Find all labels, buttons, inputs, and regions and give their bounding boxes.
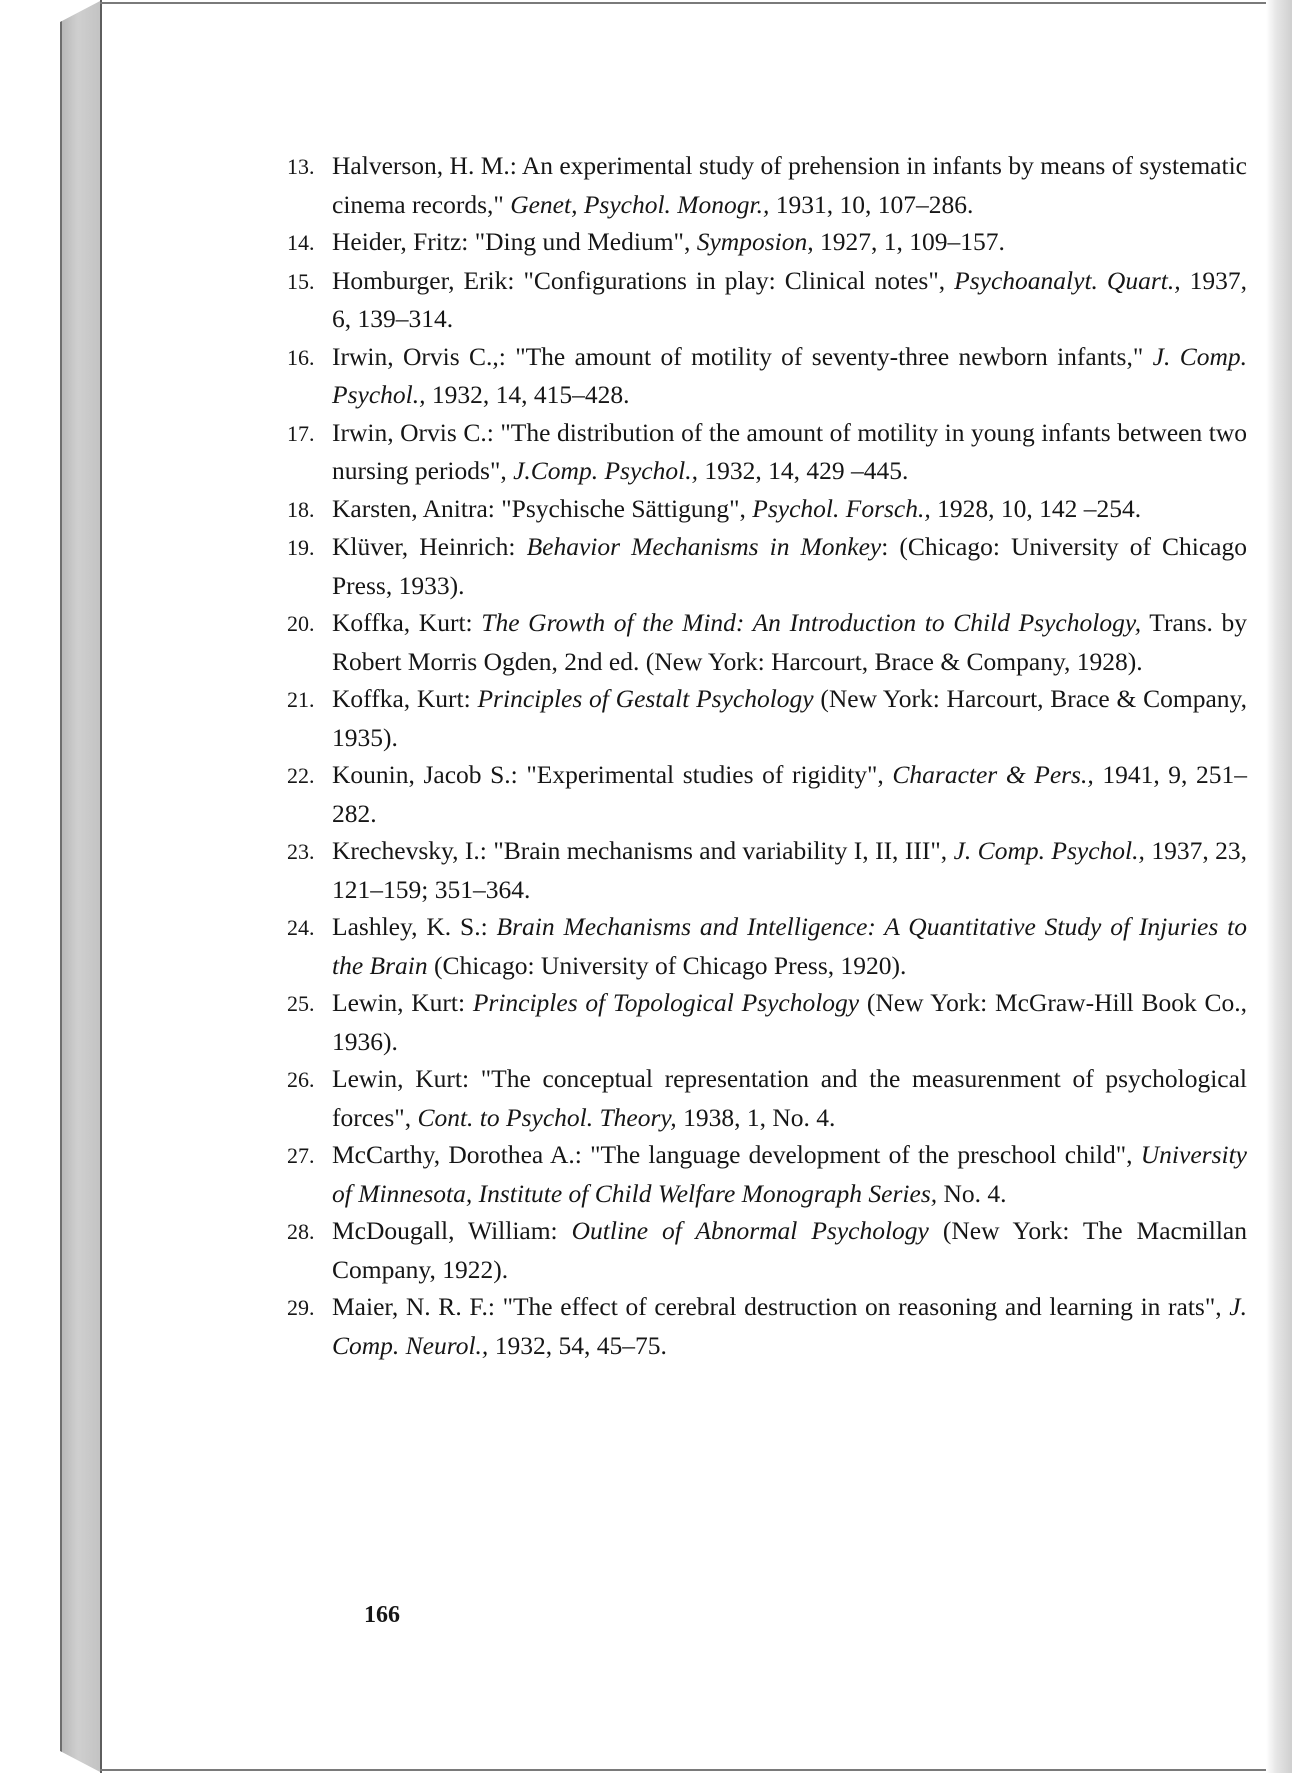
reference-text: 1937, 23, 121–159; 351–364.: [332, 836, 1248, 904]
reference-text: : (Chicago: University of Chicago Press, 1933).: [332, 532, 1248, 600]
reference-number: 13.: [287, 154, 315, 179]
reference-entry: [287, 1288, 1247, 1364]
reference-text: (New York: McGraw-Hill Book Co., 1936).: [332, 988, 1247, 1056]
reference-number: 17.: [287, 420, 315, 446]
reference-text: (New York: The Macmillan Company, 1922).: [332, 1216, 1248, 1284]
reference-entry: [287, 1212, 1247, 1288]
reference-entry: [287, 1060, 1247, 1136]
reference-source-title: University of Minnesota, Institute of Child Welfare Monograph Series,: [332, 1140, 1247, 1208]
reference-text: 1941, 9, 251–282.: [332, 760, 1247, 828]
book-spine: [60, 0, 102, 1773]
reference-text: Kounin, Jacob S.: "Experimental studies of rigidity",: [332, 760, 893, 789]
reference-text: Irwin, Orvis C.,: "The amount of motility of seventy-three newborn infants,": [332, 341, 1153, 371]
spine-edge-line: [100, 0, 102, 1773]
reference-source-title: J. Comp. Neurol.,: [332, 1292, 1247, 1360]
reference-text: 1932, 54, 45–75.: [488, 1330, 667, 1360]
reference-source-title: Character & Pers.,: [892, 760, 1094, 789]
reference-number: 14.: [287, 230, 315, 255]
reference-text: 1937, 6, 139–314.: [332, 265, 1248, 333]
reference-entry: [287, 832, 1247, 908]
reference-text: 1932, 14, 429 –445.: [697, 456, 909, 485]
page-right-shadow: [1266, 0, 1292, 1773]
reference-source-title: Brain Mechanisms and Intelligence: A Quantitative Study of Injuries to the Brain: [332, 912, 1247, 980]
reference-text: Irwin, Orvis C.: "The distribution of the amount of motility in young infants between two nursing periods",: [332, 417, 1247, 485]
reference-text: 1928, 10, 142 –254.: [930, 493, 1142, 523]
reference-text: 1927, 1, 109–157.: [813, 227, 1005, 256]
reference-number: 24.: [287, 915, 315, 940]
reference-text: 1931, 10, 107–286.: [769, 189, 974, 219]
reference-text: Maier, N. R. F.: "The effect of cerebral destruction on reasoning and learning in rats",: [332, 1292, 1230, 1321]
reference-source-title: Principles of Gestalt Psychology: [477, 684, 814, 713]
reference-source-title: Psychol. Forsch.,: [752, 493, 931, 523]
reference-text: (Chicago: University of Chicago Press, 1920).: [427, 950, 907, 980]
reference-text: Lashley, K. S.:: [332, 912, 497, 941]
reference-entry: [287, 262, 1247, 338]
reference-text: Heider, Fritz: "Ding und Medium",: [332, 227, 697, 256]
reference-entry: [287, 908, 1247, 984]
book-page: [102, 4, 1268, 1769]
reference-source-title: Genet, Psychol. Monogr.,: [510, 189, 770, 219]
reference-number: 23.: [287, 839, 315, 864]
reference-text: Koffka, Kurt:: [332, 608, 482, 637]
reference-text: Krechevsky, I.: "Brain mechanisms and variability I, II, III",: [332, 836, 954, 865]
reference-text: (New York: Harcourt, Brace & Company, 1935).: [332, 684, 1247, 752]
reference-source-title: Cont. to Psychol. Theory,: [417, 1102, 677, 1132]
reference-entry: [287, 528, 1247, 604]
reference-entry: [287, 1136, 1247, 1212]
page-top-edge: [100, 2, 1270, 4]
reference-source-title: J. Comp. Psychol.,: [953, 836, 1145, 865]
page-bottom-edge: [100, 1769, 1270, 1771]
reference-list: [287, 147, 1247, 1364]
reference-number: 27.: [287, 1143, 315, 1168]
reference-source-title: Principles of Topological Psychology: [472, 988, 860, 1017]
reference-source-title: Outline of Abnormal Psychology: [571, 1216, 929, 1245]
reference-entry: [287, 338, 1247, 414]
reference-entry: [287, 490, 1247, 529]
reference-number: 21.: [287, 687, 315, 712]
reference-text: Koffka, Kurt:: [332, 684, 478, 713]
reference-number: 19.: [287, 535, 315, 560]
page-number: 166: [364, 1602, 400, 1628]
reference-number: 29.: [287, 1295, 315, 1320]
reference-text: Lewin, Kurt:: [332, 988, 473, 1017]
reference-text: 1932, 14, 415–428.: [425, 380, 630, 409]
reference-entry: [287, 414, 1247, 490]
reference-entry: [287, 223, 1247, 262]
reference-text: Lewin, Kurt: "The conceptual representation and the measurenment of psychological forces",: [332, 1064, 1247, 1132]
reference-source-title: Psychoanalyt. Quart.,: [954, 265, 1181, 295]
reference-number: 16.: [287, 344, 315, 370]
reference-source-title: The Growth of the Mind: An Introduction to Child Psychology,: [481, 608, 1142, 637]
reference-text: McCarthy, Dorothea A.: "The language development of the preschool child",: [332, 1140, 1141, 1169]
reference-text: Trans. by Robert Morris Ogden, 2nd ed. (New York: Harcourt, Brace & Company, 1928).: [332, 608, 1247, 676]
reference-text: No. 4.: [937, 1178, 1007, 1208]
reference-number: 22.: [287, 763, 315, 788]
reference-source-title: Symposion,: [696, 227, 814, 256]
reference-text: Halverson, H. M.: An experimental study of prehension in infants by means of systematic cinema records,": [332, 151, 1247, 219]
reference-text: Klüver, Heinrich:: [332, 532, 527, 561]
reference-entry: [287, 604, 1247, 680]
reference-entry: [287, 756, 1247, 832]
reference-source-title: Behavior Mechanisms in Monkey: [526, 532, 882, 561]
reference-source-title: J. Comp. Psychol.,: [332, 341, 1247, 409]
reference-text: McDougall, William:: [332, 1216, 572, 1245]
reference-number: 26.: [287, 1067, 315, 1092]
reference-number: 15.: [287, 268, 315, 294]
reference-entry: [287, 147, 1247, 223]
reference-number: 25.: [287, 991, 315, 1016]
reference-number: 20.: [287, 611, 315, 636]
reference-source-title: J.Comp. Psychol.,: [513, 456, 698, 485]
reference-number: 18.: [287, 496, 315, 522]
reference-text: Karsten, Anitra: "Psychische Sättigung",: [332, 493, 753, 523]
reference-entry: [287, 984, 1247, 1060]
reference-number: 28.: [287, 1219, 315, 1244]
reference-entry: [287, 680, 1247, 756]
reference-text: Homburger, Erik: "Configurations in play: Clinical notes",: [332, 265, 955, 295]
reference-text: 1938, 1, No. 4.: [676, 1102, 836, 1132]
